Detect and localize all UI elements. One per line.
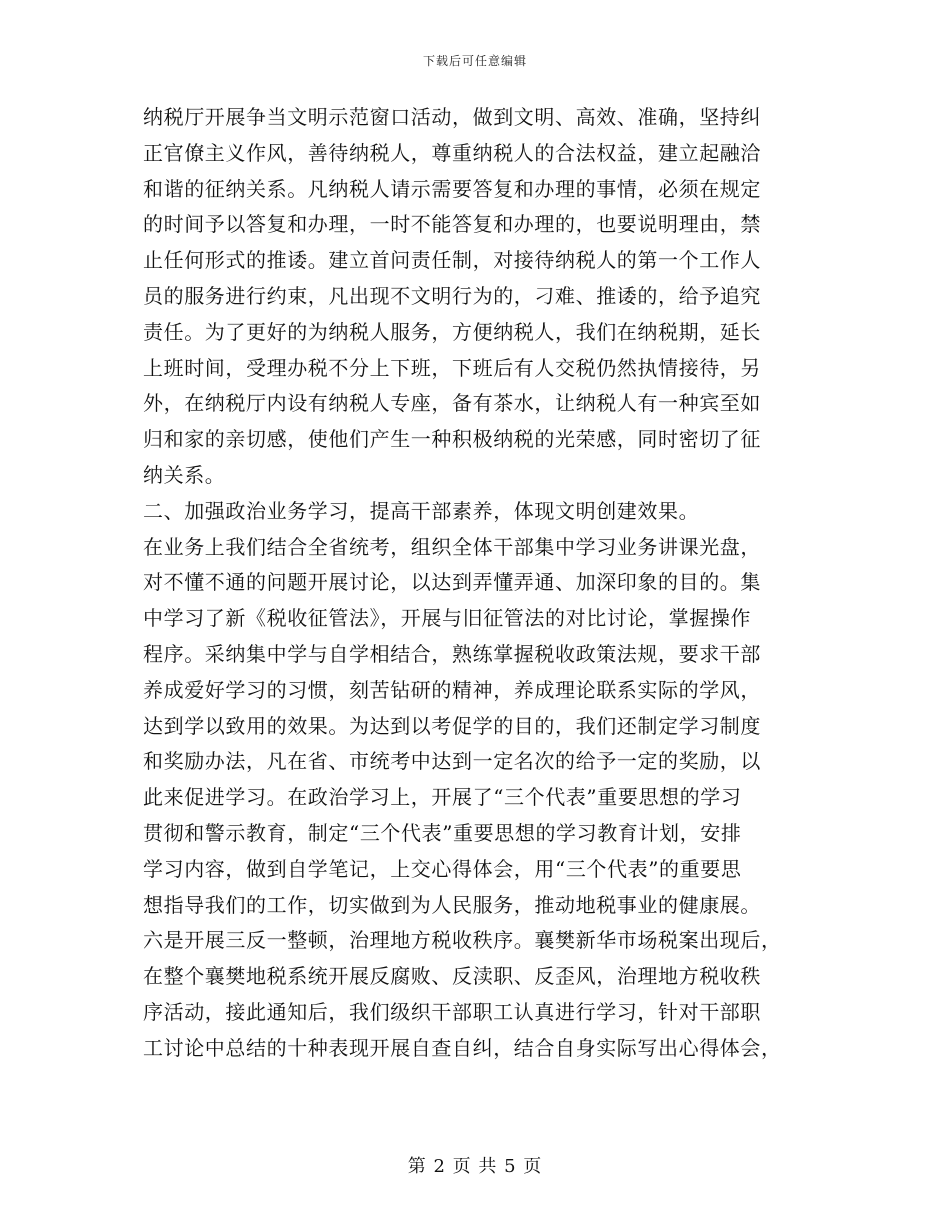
text-line: 工讨论中总结的十种表现开展自查自纠，结合自身实际写出心得体会， xyxy=(143,1035,782,1060)
text-line: 对不懂不通的问题开展讨论，以达到弄懂弄通、加深印象的目的。集 xyxy=(143,570,761,595)
text-line: 正官僚主义作风，善待纳税人，尊重纳税人的合法权益，建立起融洽 xyxy=(143,140,761,165)
text-line: 想指导我们的工作，切实做到为人民服务，推动地税事业的健康展。 xyxy=(143,892,761,917)
text-line: 在整个襄樊地税系统开展反腐败、反渎职、反歪风，治理地方税收秩 xyxy=(143,964,761,989)
page-header: 下载后可任意编辑 xyxy=(422,54,527,68)
document-body xyxy=(143,100,818,1067)
text-line: 员的服务进行约束，凡出现不文明行为的，刁难、推诿的，给予追究 xyxy=(143,283,761,308)
text-line: 学习内容，做到自学笔记，上交心得体会，用“三个代表”的重要思 xyxy=(143,856,742,881)
text-line: 此来促进学习。在政治学习上，开展了“三个代表”重要思想的学习 xyxy=(143,785,742,810)
text-line: 在业务上我们结合全省统考，组织全体干部集中学习业务讲课光盘， xyxy=(143,534,761,559)
text-line: 养成爱好学习的习惯，刻苦钻研的精神，养成理论联系实际的学风， xyxy=(143,677,761,702)
text-line: 责任。为了更好的为纳税人服务，方便纳税人，我们在纳税期，延长 xyxy=(143,319,761,344)
text-line: 上班时间，受理办税不分上下班，下班后有人交税仍然执情接待，另 xyxy=(143,355,761,380)
text-line: 程序。采纳集中学与自学相结合，熟练掌握税收政策法规，要求干部 xyxy=(143,641,761,666)
text-line: 达到学以致用的效果。为达到以考促学的目的，我们还制定学习制度 xyxy=(143,713,761,738)
text-line: 和奖励办法，凡在省、市统考中达到一定名次的给予一定的奖励，以 xyxy=(143,749,761,774)
text-line: 六是开展三反一整顿，治理地方税收秩序。襄樊新华市场税案出现后， xyxy=(143,928,782,953)
text-line: 外，在纳税厅内设有纳税人专座，备有茶水，让纳税人有一种宾至如 xyxy=(143,391,761,416)
text-line: 序活动，接此通知后，我们级织干部职工认真进行学习，针对干部职 xyxy=(143,999,761,1024)
text-line: 中学习了新《税收征管法》，开展与旧征管法的对比讨论，掌握操作 xyxy=(143,606,751,631)
text-line: 止任何形式的推诿。建立首问责任制，对接待纳税人的第一个工作人 xyxy=(143,248,761,273)
text-line: 的时间予以答复和办理，一时不能答复和办理的，也要说明理由，禁 xyxy=(143,212,761,237)
page-number: 第 2 页 共 5 页 xyxy=(407,1156,543,1177)
section-heading: 二、加强政治业务学习，提高干部素养，体现文明创建效果。 xyxy=(143,498,700,523)
text-line: 纳税厅开展争当文明示范窗口活动，做到文明、高效、准确，坚持纠 xyxy=(143,105,761,129)
text-line: 贯彻和警示教育，制定“三个代表”重要思想的学习教育计划，安排 xyxy=(143,820,742,845)
text-line: 纳关系。 xyxy=(143,462,226,487)
text-line: 和谐的征纳关系。凡纳税人请示需要答复和办理的事情，必须在规定 xyxy=(143,176,761,201)
text-line: 归和家的亲切感，使他们产生一种积极纳税的光荣感，同时密切了征 xyxy=(143,427,761,452)
